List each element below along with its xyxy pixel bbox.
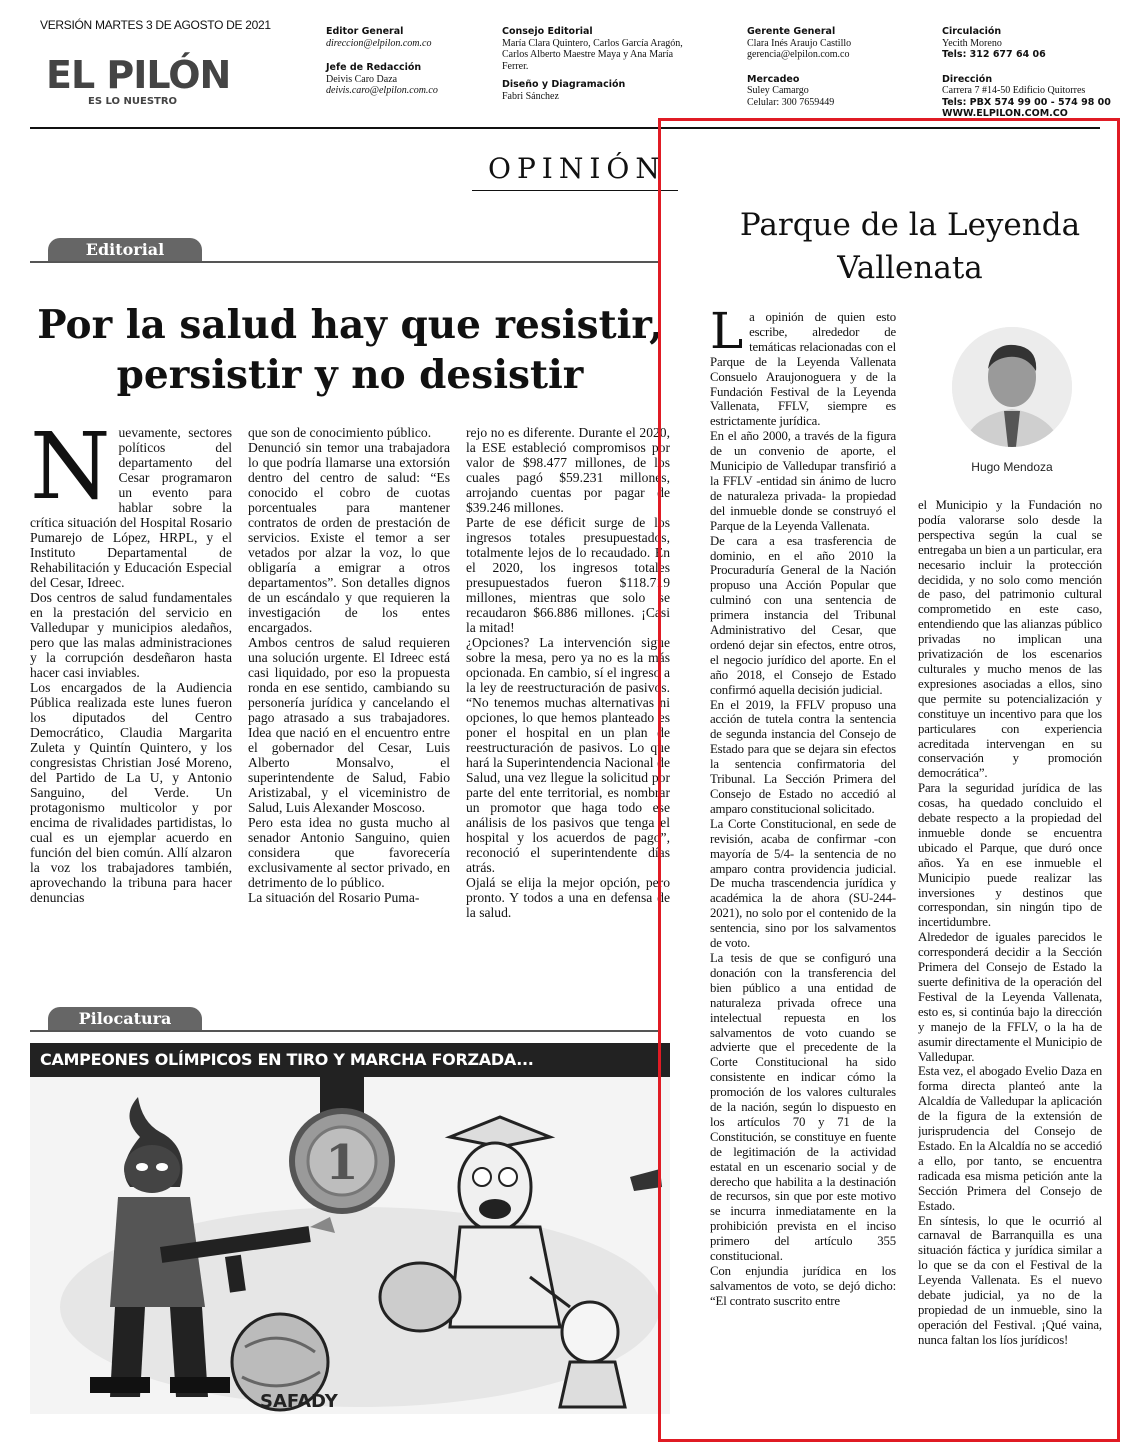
pilocatura-tab-line [30,1030,660,1032]
editorial-column-2 [248,425,450,965]
paragraph: La tesis de que se configuró una donación con la transferencia del bien público a una entidad de naturaleza privada ofrece una intelectual repuesta en los salvamentos de voto cuando se advierte que el precedente de la Corte Constitucional ha sido consistente en indicar cómo la promoción de los valores culturales de la nación, según lo dispuesto en los artículos 70 y 71 de la Constitución, se constituye en fuente de legitimación de la actividad estatal en un escenario social y de derecho que habilita a la destinación de recursos, sin que por este motivo se incurra inmediatamente en la prohibición prevista en el inciso primero del artículo 355 constitucional. [710,950,896,1264]
newspaper-slogan: ES LO NUESTRO [88,96,178,107]
credit-line: direccion@elpilon.com.co [326,37,432,49]
paragraph: La situación del Rosario Puma- [248,890,420,905]
paragraph: a opinión de quien esto escribe, alrededor de temáticas relacionadas con el Parque de la Leyenda Vallenata Consuelo Araujonoguera y de la Fundación Festival de la Leyenda Vallenata, FFLV, siempre es estrictamente jurídica. [710,310,896,429]
newspaper-logo[interactable]: EL PILÓN [46,53,231,97]
drop-cap: N [30,425,111,520]
editorial-column-1 [30,425,232,965]
credit-line: Celular: 300 7659449 [747,96,835,108]
drop-cap: L [710,310,744,360]
headline-line-1: Por la salud hay que resistir, [37,302,663,348]
author-portrait [952,327,1072,447]
pilocatura-tab: Pilocatura [48,1007,202,1031]
cartoonist-signature: SAFADY [260,1391,338,1412]
opinion-column-1 [710,310,896,1420]
medal-number: 1 [325,1135,359,1191]
credit-line: Yecith Moreno [942,37,1002,49]
credits-column-1 [326,26,491,97]
paragraph: el Municipio y la Fundación no podía valorarse solo desde la perspectiva según la cual se entregaba un bien a un particular, era necesario incluir la protección decidida, y no solo como mención de paso, del patrimonio cultural comprometido en este caso, entendiendo que las alianzas público privadas no implican una privatización de los escenarios culturales y mucho menos de las expresiones asociadas a ellos, sino que permite su potencialización y constituye un incentivo para que los particulares con experiencia acreditada intervengan en su conservación y promoción democrática”. [918,498,1102,781]
editorial-tab-line [30,261,660,263]
paragraph: Denunció sin temor una trabajadora lo que podría llamarse una extorsión dentro del centro de salud: “Es conocido el cobro de cuotas porcentuales para mantener contratos de orden de prestación de servicios. Existe el temor a ser vetados por alzar la voz, lo que obligaría a emigrar a otros departamentos”. Son detalles dignos de un escándalo y que requieren la investigación de los entes encargados. [248,440,450,635]
credit-role: Consejo Editorial [502,26,593,37]
paragraph: Ojalá se elija la mejor opción, pero pronto. Y todos a una en defensa de la salud. [466,875,670,920]
paragraph: Con enjundia jurídica en los salvamentos de voto, se dejó dicho: “El contrato suscrito entre [710,1264,896,1308]
author-photo [952,327,1072,447]
credits-column-3 [747,26,922,108]
paragraph: uevamente, sectores políticos del departamento del Cesar programaron un evento para hablar sobre la crítica situación del Hospital Rosario Pumarejo de López, HRPL, y el Instituto Departamental de Rehabilitación y Educación Especial del Cesar, Idreec. [30,425,232,590]
paragraph: Pero esta idea no gusta mucho al senador Antonio Sanguino, quien considera que favorecería exclusivamente al sector privado, en detrimento de lo público. [248,815,450,890]
author-name: Hugo Mendoza [971,460,1053,474]
credit-line: Tels: PBX 574 99 00 - 574 98 00 [942,96,1111,108]
paragraph: En el año 2000, a través de la figura de un convenio de aporte, el Municipio de Valledupar transfirió a la FFLV -entidad sin ánimo de lucro de naturaleza privada- la propiedad del inmueble donde se construyó el Parque de la Leyenda Vallenata. [710,429,896,533]
editorial-headline [30,300,670,400]
paragraph: En el 2019, la FFLV propuso una acción de tutela contra la sentencia de segunda instancia del Consejo de Estado para que se dejara sin efectos la sentencia confirmatoria del Tribunal. La Sección Primera del Consejo de Estado no accedió al amparo constitucional solicitado. [710,697,896,816]
opinion-title-line-1: Parque de la Leyenda [739,207,1081,243]
credit-line: Tels: 312 677 64 06 [942,49,1046,60]
edition-date: VERSIÓN MARTES 3 DE AGOSTO DE 2021 [40,18,271,32]
opinion-title [700,204,1120,290]
section-title-underline [472,190,678,191]
paragraph: rejo no es diferente. Durante el 2020, la ESE estableció compromisos por valor de $98.477 millones, de los cuales pagó $59.231 millones, arrojando cuentas por pagar de $39.246 millones. [466,425,670,515]
credit-role: Editor General [326,26,404,37]
paragraph: Ambos centros de salud requieren una solución urgente. El Idreec está casi liquidado, por eso la propuesta ronda en ese sentido, cambiando su personería jurídica y cancelando el pago atrasado a sus trabajadores. Idea que nació en el encuentro entre el gobernador del Cesar, Luis Alberto Monsalvo, el superintendente de Salud, Fabio Aristizabal, y el viceministro de Salud, Luis Alexander Moscoso. [248,635,450,815]
credit-line: Carlos Alberto Maestre Maya y Ana María [502,49,674,60]
credit-role: Diseño y Diagramación [502,79,626,90]
credit-role: Circulación [942,26,1002,37]
section-title: OPINIÓN [488,152,666,185]
cartoon-caption: CAMPEONES OLÍMPICOS EN TIRO Y MARCHA FORZADA... [30,1043,670,1077]
credit-role: Dirección [942,73,993,85]
paragraph: Parte de ese déficit surge de los ingresos totales presupuestados, totalmente lejos de lo recaudado. En el 2020, los ingresos totales presupuestados fueron $118.719 millones, mientras que solo se recaudaron $66.886 millones. ¡Casi la mitad! [466,515,670,635]
opinion-title-line-2: Vallenata [837,250,983,286]
credit-line: Ferrer. [502,60,529,72]
credit-line: Fabri Sánchez [502,90,559,102]
credit-line: Suley Camargo [747,85,809,96]
paragraph: En síntesis, lo que le ocurrió al carnaval de Barranquilla es una situación fáctica y jurídica similar a lo que se da con el Festival de la Leyenda Vallenata. Es el nuevo debate judicial, ya no de la propiedad de un inmueble, sino la operación del Festival. ¡Qué vaina, nunca faltan los líos jurídicos! [918,1213,1102,1347]
paragraph: La Corte Constitucional, en sede de revisión, acaba de confirmar -con mayoría de 5/4- la sentencia de no amparo contra providencia judicial. De mucha trascendencia jurídica y académica la de ahora (SU-244-2021), no solo por el contenido de la sentencia, sino por los salvamentos de voto. [710,816,896,951]
paragraph: que son de conocimiento público. [248,425,432,440]
paragraph: Para la seguridad jurídica de las cosas, ha quedado concluido el debate respecto a la propiedad del inmueble donde se encuentra ubicado el Parque, que duró once años. Ya en ese inmueble el Municipio puede realizar las inversiones y destinos que correspondan, sin ningún tipo de incertidumbre. [918,781,1102,930]
cartoon-illustration[interactable] [30,1077,670,1414]
credit-role: Gerente General [747,26,836,37]
credit-line: Clara Inés Araujo Castillo [747,37,852,49]
credit-line: gerencia@elpilon.com.co [747,49,850,60]
credit-line: Deivis Caro Daza [326,73,398,85]
paragraph: Los encargados de la Audiencia Pública realizada este lunes fueron los diputados del Centro Democrático, Claudia Margarita Zuleta y Quintín Quintero, y los congresistas Christian José Moreno, del Partido de La U, y Antonio Sanguino, del Verde. Un protagonismo multicolor y por encima de rivalidades partidistas, lo cual es un ejemplar acuerdo en función del bien común. Allí alzaron la voz los trabajadores también, aprovechando la tribuna para hacer denuncias [30,680,232,905]
credit-role: Jefe de Redacción [326,62,422,73]
paragraph: De cara a esa trasferencia de dominio, en el año 2010 la Procuraduría General de la Nación propuso una Acción Popular que culminó con una sentencia de primera instancia del Tribunal Administrativo del Cesar, que ordenó dejar sin efectos, entre otros, el negocio jurídico del aporte. En el año 2018, el Consejo de Estado confirmó aquella decisión judicial. [710,533,896,697]
paragraph: Dos centros de salud fundamentales en la prestación del servicio en Valledupar y municipios aledaños, pero que las malas administraciones y la corrupción desdeñaron hasta hacer casi inviables. [30,590,232,680]
cartoon-drawing [30,1077,670,1414]
credits-column-2 [502,26,732,102]
credit-line: María Clara Quintero, Carlos García Aragón, [502,37,683,49]
credit-line: Carrera 7 #14-50 Edificio Quitorres [942,85,1086,96]
paragraph: Esta vez, el abogado Evelio Daza en forma directa planteó ante la Alcaldía de Valledupar la aplicación de la figura de la extensión de jurisprudencia del Consejo de Estado. En la Alcaldía no se accedió a ello, por tanto, se encuentra radicada esa misma petición ante la Sección Primera del Consejo de Estado. [918,1064,1102,1213]
credit-line: deivis.caro@elpilon.com.co [326,85,438,96]
paragraph: ¿Opciones? La intervención sigue sobre la mesa, pero ya no es la más opcionada. En cambio, sí el ingreso a la ley de reestructuración de pasivos. “No tenemos muchas alternativas ni opciones, lo que hemos planteado es poner el hospital en un plan de reestructuración de pasivos. Lo que hará la Superintendencia Nacional de Salud, una vez llegue la solicitud por parte del ente territorial, es nombrar un promotor que haga todo ese análisis de los pasivos que tenga el hospital y los acuerdos de pago”, reconoció el superintendente días atrás. [466,635,670,875]
headline-line-2: persistir y no desistir [116,352,584,398]
paragraph: Alrededor de iguales parecidos le corresponderá decidir a la Sección Primera del Consejo de Estado la suerte definitiva de la operación del Festival de la Leyenda Vallenata, esto es, si continúa bajo la dirección y manejo de la FFLV, o la ha de asumir directamente el Municipio de Valledupar. [918,930,1102,1064]
credit-role: Mercadeo [747,73,800,85]
editorial-column-3 [466,425,670,965]
credits-column-4 [942,26,1122,120]
editorial-tab: Editorial [48,238,202,262]
website-link[interactable]: WWW.ELPILON.COM.CO [942,108,1068,119]
opinion-column-2 [918,498,1102,1420]
